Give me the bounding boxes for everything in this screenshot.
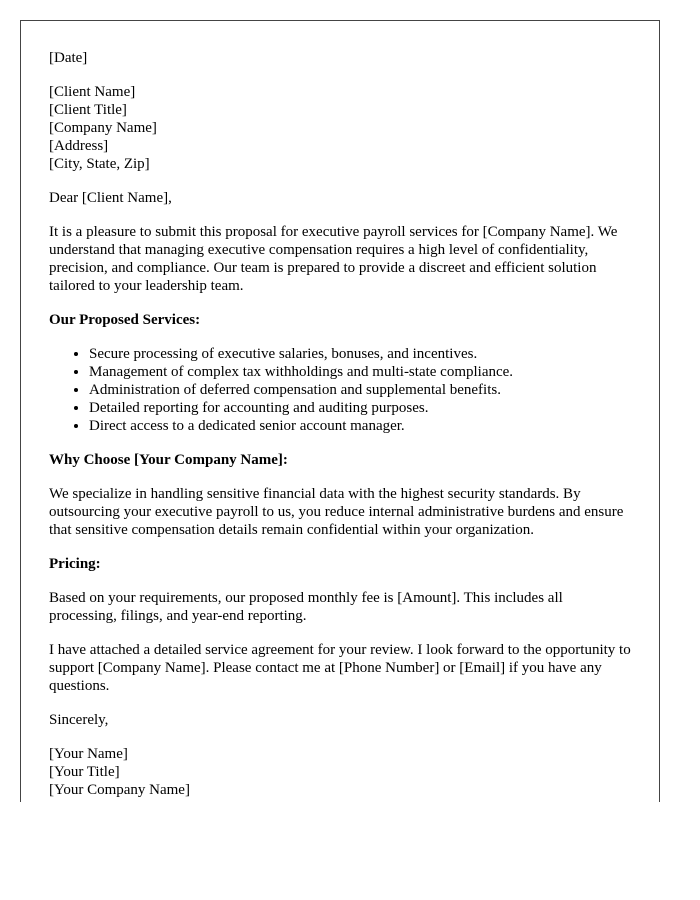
closing-paragraph: I have attached a detailed service agreement for your review. I look forward to the opportunity to support [Company Name]. Please contact me at [Phone Number] or [Email] if you have any questions.: [49, 642, 631, 694]
recipient-name: [Client Name]: [49, 84, 136, 100]
pricing-paragraph: Based on your requirements, our proposed monthly fee is [Amount]. This includes all processing, filings, and year-end reporting.: [49, 590, 563, 624]
date-text: [Date]: [49, 50, 88, 66]
list-item: • Management of complex tax withholdings and multi-state compliance.: [89, 363, 631, 381]
intro-paragraph: It is a pleasure to submit this proposal for executive payroll services for [Company Name]. We understand that managing executive compensation requires a high level of confidentiality, precision, and compliance. Our team is prepared to provide a discreet and efficient solution tailored to your leadership team.: [49, 224, 618, 294]
services-list: [49, 345, 631, 435]
why-choose-paragraph: We specialize in handling sensitive financial data with the highest security standards. By outsourcing your executive payroll to us, you reduce internal administrative burdens and ensure that sensitive compensation details remain confidential within your organization.: [49, 486, 624, 538]
recipient-address: [Address]: [49, 138, 109, 154]
recipient-title: [Client Title]: [49, 102, 127, 118]
sender-title: [Your Title]: [49, 764, 120, 780]
list-item: • Administration of deferred compensation and supplemental benefits.: [89, 381, 631, 399]
why-choose-heading: Why Choose [Your Company Name]:: [49, 452, 288, 468]
sender-name: [Your Name]: [49, 746, 128, 762]
recipient-city-state-zip: [City, State, Zip]: [49, 156, 150, 172]
services-heading: Our Proposed Services:: [49, 312, 201, 328]
sender-signature-block: [49, 745, 631, 799]
list-item: • Direct access to a dedicated senior account manager.: [89, 417, 631, 435]
signoff: Sincerely,: [49, 712, 109, 728]
recipient-company: [Company Name]: [49, 120, 157, 136]
letter-date: [49, 49, 631, 67]
pricing-heading: Pricing:: [49, 556, 101, 572]
recipient-address-block: [49, 83, 631, 173]
salutation: Dear [Client Name],: [49, 190, 172, 206]
list-item: • Secure processing of executive salaries, bonuses, and incentives.: [89, 345, 631, 363]
list-item: • Detailed reporting for accounting and auditing purposes.: [89, 399, 631, 417]
sender-company: [Your Company Name]: [49, 782, 190, 798]
letter-page: [20, 20, 660, 802]
